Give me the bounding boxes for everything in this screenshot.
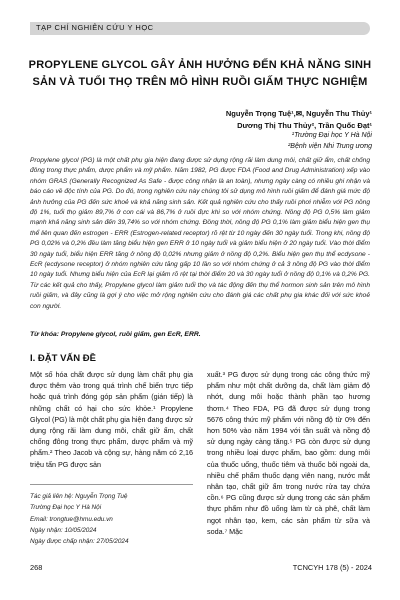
title-line-1: PROPYLENE GLYCOL GÂY ẢNH HƯỞNG ĐẾN KHẢ NĂNG SINH <box>28 59 372 71</box>
received-date: Ngày nhận: 10/05/2024 <box>30 526 97 534</box>
corresponding-author: Tác giả liên hệ: Nguyễn Trọng Tuệ <box>30 493 128 500</box>
correspondence-notes <box>30 491 193 547</box>
body-right-column: xuất.³ PG được sử dụng trong các công thức mỹ phẩm như một chất dưỡng da, chất làm giảm độ nhớt, dung môi hoặc thành phần tạo hương thơm.⁴ Theo FDA, PG đã được sử dụng trong 5676 công thức mỹ phẩm với nồng độ từ 0% đến hơn 50% vào năm 1994 với tần suất và nồng độ sử dụng ngày càng tăng.⁵ PG còn được sử dụng trong nhiều loại dược phẩm, bao gồm: dung môi của thuốc uống, thuốc tiêm và thuốc bôi ngoài da, nhiều chế phẩm thuốc dạng viên nang, nước mắt nhân tạo, chất giữ ẩm trong nước rửa tay chứa cồn.⁶ PG cũng được sử dụng trong các sản phẩm thực phẩm như đồ uống làm từ cà phê, chất làm ngọt nhân tạo, kem, các sản phẩm từ sữa và soda.⁷ Mặc <box>207 370 370 536</box>
journal-header-bar <box>30 22 370 35</box>
author-institution: Trường Đại học Y Hà Nội <box>30 504 102 512</box>
journal-name: TẠP CHÍ NGHIÊN CỨU Y HỌC <box>36 23 154 32</box>
authors-line-1: Nguyễn Trọng Tuệ¹,✉, Nguyễn Thu Thủy¹ <box>225 109 372 118</box>
author-email: Email: trongtue@hmu.edu.vn <box>30 515 113 523</box>
page-number: 268 <box>30 563 43 572</box>
author-list <box>226 108 372 131</box>
article-title <box>24 57 376 91</box>
affiliations <box>288 131 372 152</box>
title-line-2: SẢN VÀ TUỔI THỌ TRÊN MÔ HÌNH RUỒI GIẤM THỰC NGHIỆM <box>32 76 368 88</box>
body-left-column: Một số hóa chất được sử dụng làm chất phụ gia được thêm vào trong quá trình chế biến trực tiếp hoặc quá trình đóng góp sản phẩm (gián tiếp) là những chất có hại cho sức khỏe.¹ Propylene Glycol (PG) là một chất phụ gia hiện đang được sử dụng rộng rãi làm dung môi, chất giữ ẩm, chất chống đông trong thực phẩm, dược phẩm và mỹ phẩm.² Theo Jacob và cộng sự, hàng năm có 2,16 triệu tấn PG được sản <box>30 370 193 469</box>
affiliation-2: ²Bệnh viện Nhi Trung ương <box>287 142 372 150</box>
accepted-date: Ngày được chấp nhận: 27/05/2024 <box>30 538 129 546</box>
abstract: Propylene glycol (PG) là một chất phụ gia hiện đang được sử dụng rộng rãi làm dung môi, chất giữ ẩm, chất chống đông trong thực phẩm, dược phẩm và mỹ phẩm. Năm 1982, PG được FDA (Food and Drug Administration) xếp vào nhóm GRAS (Generally Recognized As Safe - được công nhận là an toàn), nhưng ngày càng có nhiều ghi nhận và báo cáo về độc tính của PG. Do đó, trong nghiên cứu này chúng tôi sử dụng mô hình ruồi giấm để đánh giá mức độ ảnh hưởng của PG đến sức khoẻ và khả năng sinh sản. Kết quả nghiên cứu cho thấy ruồi phơi nhiễm với PG nồng độ 1%, tuổi thọ giảm 89,7% ở con cái và 86,7% ở ruồi đực khi so với nhóm chứng. Nồng độ PG 0,5% làm giảm mạnh khả năng sinh sản đến 39,74% so với nhóm chứng. Đồng thời, nồng độ PG 0,1% làm giảm biểu hiện gen thụ thể liên quan đến estrogen - ERR (Estrogen-related receptor) rõ rệt từ 10 ngày đến 30 ngày tuổi. Trong khi, nồng độ PG 0,02% và 0,2% đều làm tăng biểu hiện gen ERR ở 10 ngày tuổi và giảm biểu hiện ở 20 ngày tuổi. Vào thời điểm 30 ngày tuổi, biểu hiện ERR tăng ở nồng độ 0,02% nhưng giảm ở nồng độ 0,2%. Biểu hiện gen thụ thể ecdysone - EcR (ecdysone receptor) ở nhóm nghiên cứu tăng gấp 10 lần so với nhóm chứng ở cả 3 nồng độ PG vào thời điểm 10 ngày tuổi. Nhưng biểu hiện của EcR lại giảm rõ rệt tại thời điểm 20 và 30 ngày tuổi ở nồng độ 0,1% và 0,2% PG. Từ các kết quả cho thấy, Propylene glycol làm giảm tuổi thọ và tác động đến thụ thể hormon sinh sản trên mô hình ruồi giấm, và đây cũng là gợi ý cho việc mở rộng nghiên cứu cho đánh giá các chất phụ gia khác đối với sức khoẻ con người. <box>30 157 370 310</box>
authors-line-2: Dương Thị Thu Thủy², Trần Quốc Đạt¹ <box>237 120 372 130</box>
footnote-divider <box>30 484 193 485</box>
affiliation-1: ¹Trường Đại học Y Hà Nội <box>291 132 372 139</box>
keywords: Từ khóa: Propylene glycol, ruồi giấm, gen EcR, ERR. <box>30 331 201 338</box>
section-heading: I. ĐẶT VẤN ĐỀ <box>30 353 96 364</box>
journal-issue: TCNCYH 178 (5) - 2024 <box>292 563 372 572</box>
